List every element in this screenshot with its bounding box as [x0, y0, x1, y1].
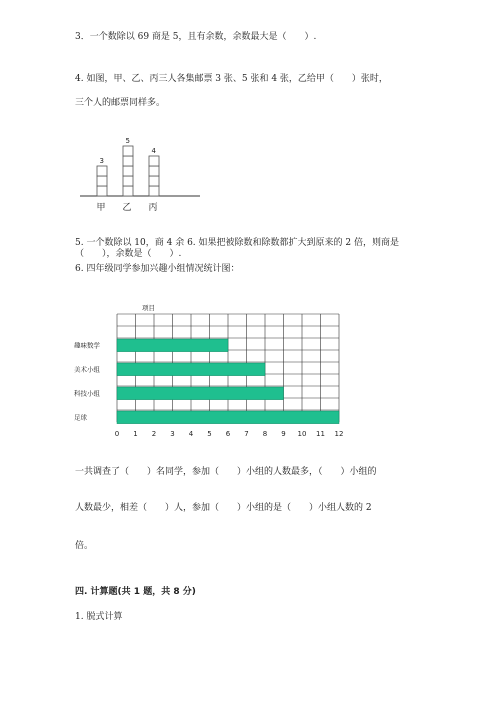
section-4-title: 四. 计算题(共 1 题，共 8 分) [75, 587, 196, 597]
chart-bar [117, 339, 228, 352]
chart-tick-label: 3 [170, 430, 175, 438]
chart-tick-label: 0 [114, 430, 120, 438]
chart-tick-label: 2 [151, 430, 157, 438]
chart-tick-label: 8 [262, 430, 268, 438]
person-label: 乙 [122, 203, 132, 213]
chart-tick-label: 9 [281, 430, 286, 438]
chart-tick-label: 12 [334, 430, 344, 438]
question-5-line-2: （ ），余数是（ ）. [75, 249, 182, 259]
question-6-fill-line-2: 人数最少，相差（ ）人，参加（ ）小组的是（ ）小组人数的 2 [75, 503, 372, 513]
question-6-fill-line-3: 倍。 [75, 541, 94, 551]
chart-category-label: 趣味数学 [74, 341, 100, 350]
question-4-line-2: 三个人的邮票同样多。 [75, 98, 166, 108]
question-5-line-1: 5. 一个数除以 10，商 4 余 6. 如果把被除数和除数都扩大到原来的 2 倍，则商是 [75, 238, 399, 248]
question-3: 3．一个数除以 69 商是 5，且有余数，余数最大是（ ）. [75, 32, 317, 42]
chart-category-label: 足球 [74, 413, 87, 422]
chart-bar [117, 411, 339, 424]
question-6-fill-line-1: 一共调查了（ ）名同学，参加（ ）小组的人数最多，（ ）小组的 [75, 467, 377, 477]
section-4-item-1: 1. 脱式计算 [75, 612, 123, 622]
chart-tick-label: 6 [225, 430, 231, 438]
chart-tick-label: 4 [188, 430, 194, 438]
stamp-count-label: 5 [125, 137, 130, 145]
question-6: 6. 四年级同学参加兴趣小组情况统计图： [75, 264, 240, 274]
chart-tick-label: 1 [133, 430, 138, 438]
chart-tick-label: 11 [316, 430, 325, 438]
chart-tick-label: 5 [207, 430, 212, 438]
question-4-line-1: 4. 如图，甲、乙、丙三人各集邮票 3 张、5 张和 4 张，乙给甲（ ）张时， [75, 74, 388, 84]
stamp-count-label: 3 [99, 157, 104, 165]
chart-bar [117, 387, 284, 400]
chart-category-label: 科技小组 [74, 389, 100, 398]
chart-category-label: 美术小组 [74, 365, 100, 374]
chart-bar [117, 363, 265, 376]
person-label: 甲 [96, 203, 106, 213]
chart-tick-label: 7 [244, 430, 249, 438]
stamp-count-label: 4 [151, 147, 156, 155]
chart-tick-label: 10 [297, 430, 307, 438]
chart-title: 项目 [142, 304, 155, 312]
person-label: 丙 [148, 203, 158, 213]
